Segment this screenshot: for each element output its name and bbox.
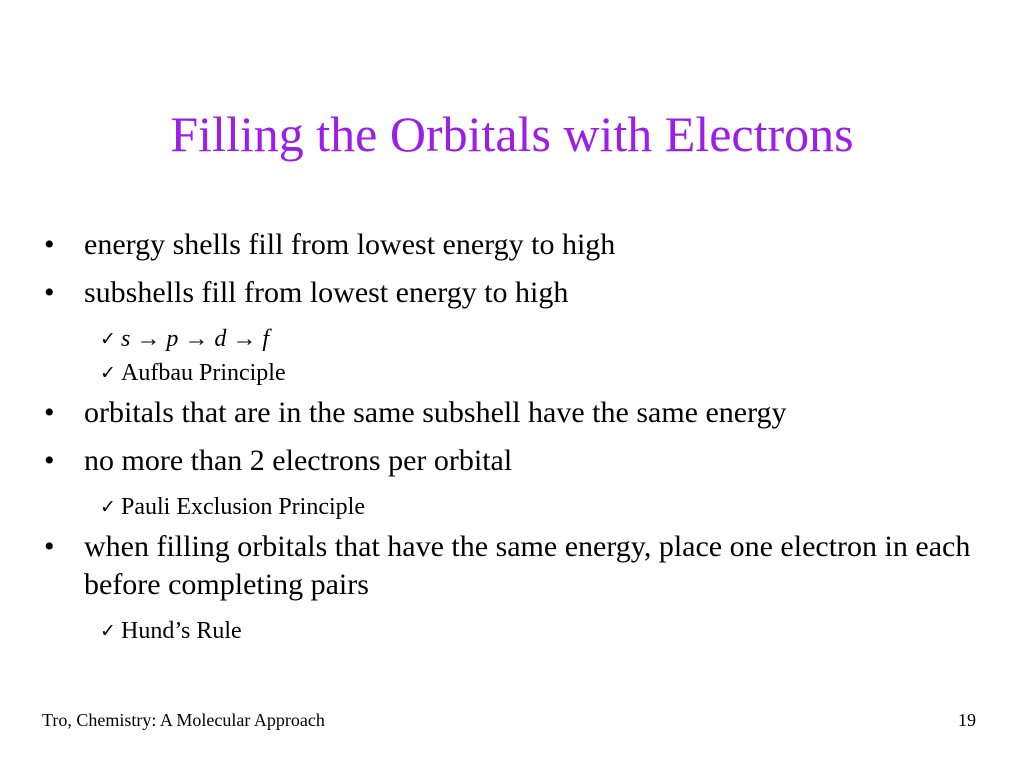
bullet-icon: • (44, 228, 55, 261)
sub-bullet-item (100, 490, 984, 524)
sub-bullet-list (44, 614, 984, 648)
bullet-icon: • (44, 530, 55, 563)
bullet-icon: • (44, 444, 55, 477)
sub-bullet-item (100, 356, 984, 390)
sub-bullet-text: Pauli Exclusion Principle (121, 494, 365, 520)
bullet-text: orbitals that are in the same subshell have the same energy (84, 396, 787, 429)
bullet-text: energy shells fill from lowest energy to high (84, 228, 616, 261)
slide-title: Filling the Orbitals with Electrons (170, 106, 854, 162)
bullet-text: no more than 2 electrons per orbital (84, 444, 513, 477)
footer-source: Tro, Chemistry: A Molecular Approach (42, 710, 325, 730)
page-number: 19 (958, 710, 976, 730)
bullet-item (44, 528, 984, 604)
bullet-list (44, 226, 984, 652)
checkmark-icon: ✓ (100, 620, 116, 642)
sub-bullet-text: Hund’s Rule (121, 618, 242, 644)
bullet-item (44, 394, 984, 432)
bullet-icon: • (44, 276, 55, 309)
sub-bullet-list (44, 490, 984, 524)
sub-bullet-text: s → p → d → f (121, 326, 270, 352)
checkmark-icon: ✓ (100, 362, 116, 384)
sub-bullet-list (44, 322, 984, 390)
checkmark-icon: ✓ (100, 496, 116, 518)
bullet-item (44, 274, 984, 312)
bullet-text: subshells fill from lowest energy to high (84, 276, 569, 309)
bullet-icon: • (44, 396, 55, 429)
checkmark-icon: ✓ (100, 328, 116, 350)
sub-bullet-item (100, 614, 984, 648)
bullet-item (44, 442, 984, 480)
bullet-text: when filling orbitals that have the same energy, place one electron in each before completing pairs (84, 530, 971, 601)
sub-bullet-text: Aufbau Principle (121, 360, 286, 386)
bullet-item (44, 226, 984, 264)
sub-bullet-item (100, 322, 984, 356)
